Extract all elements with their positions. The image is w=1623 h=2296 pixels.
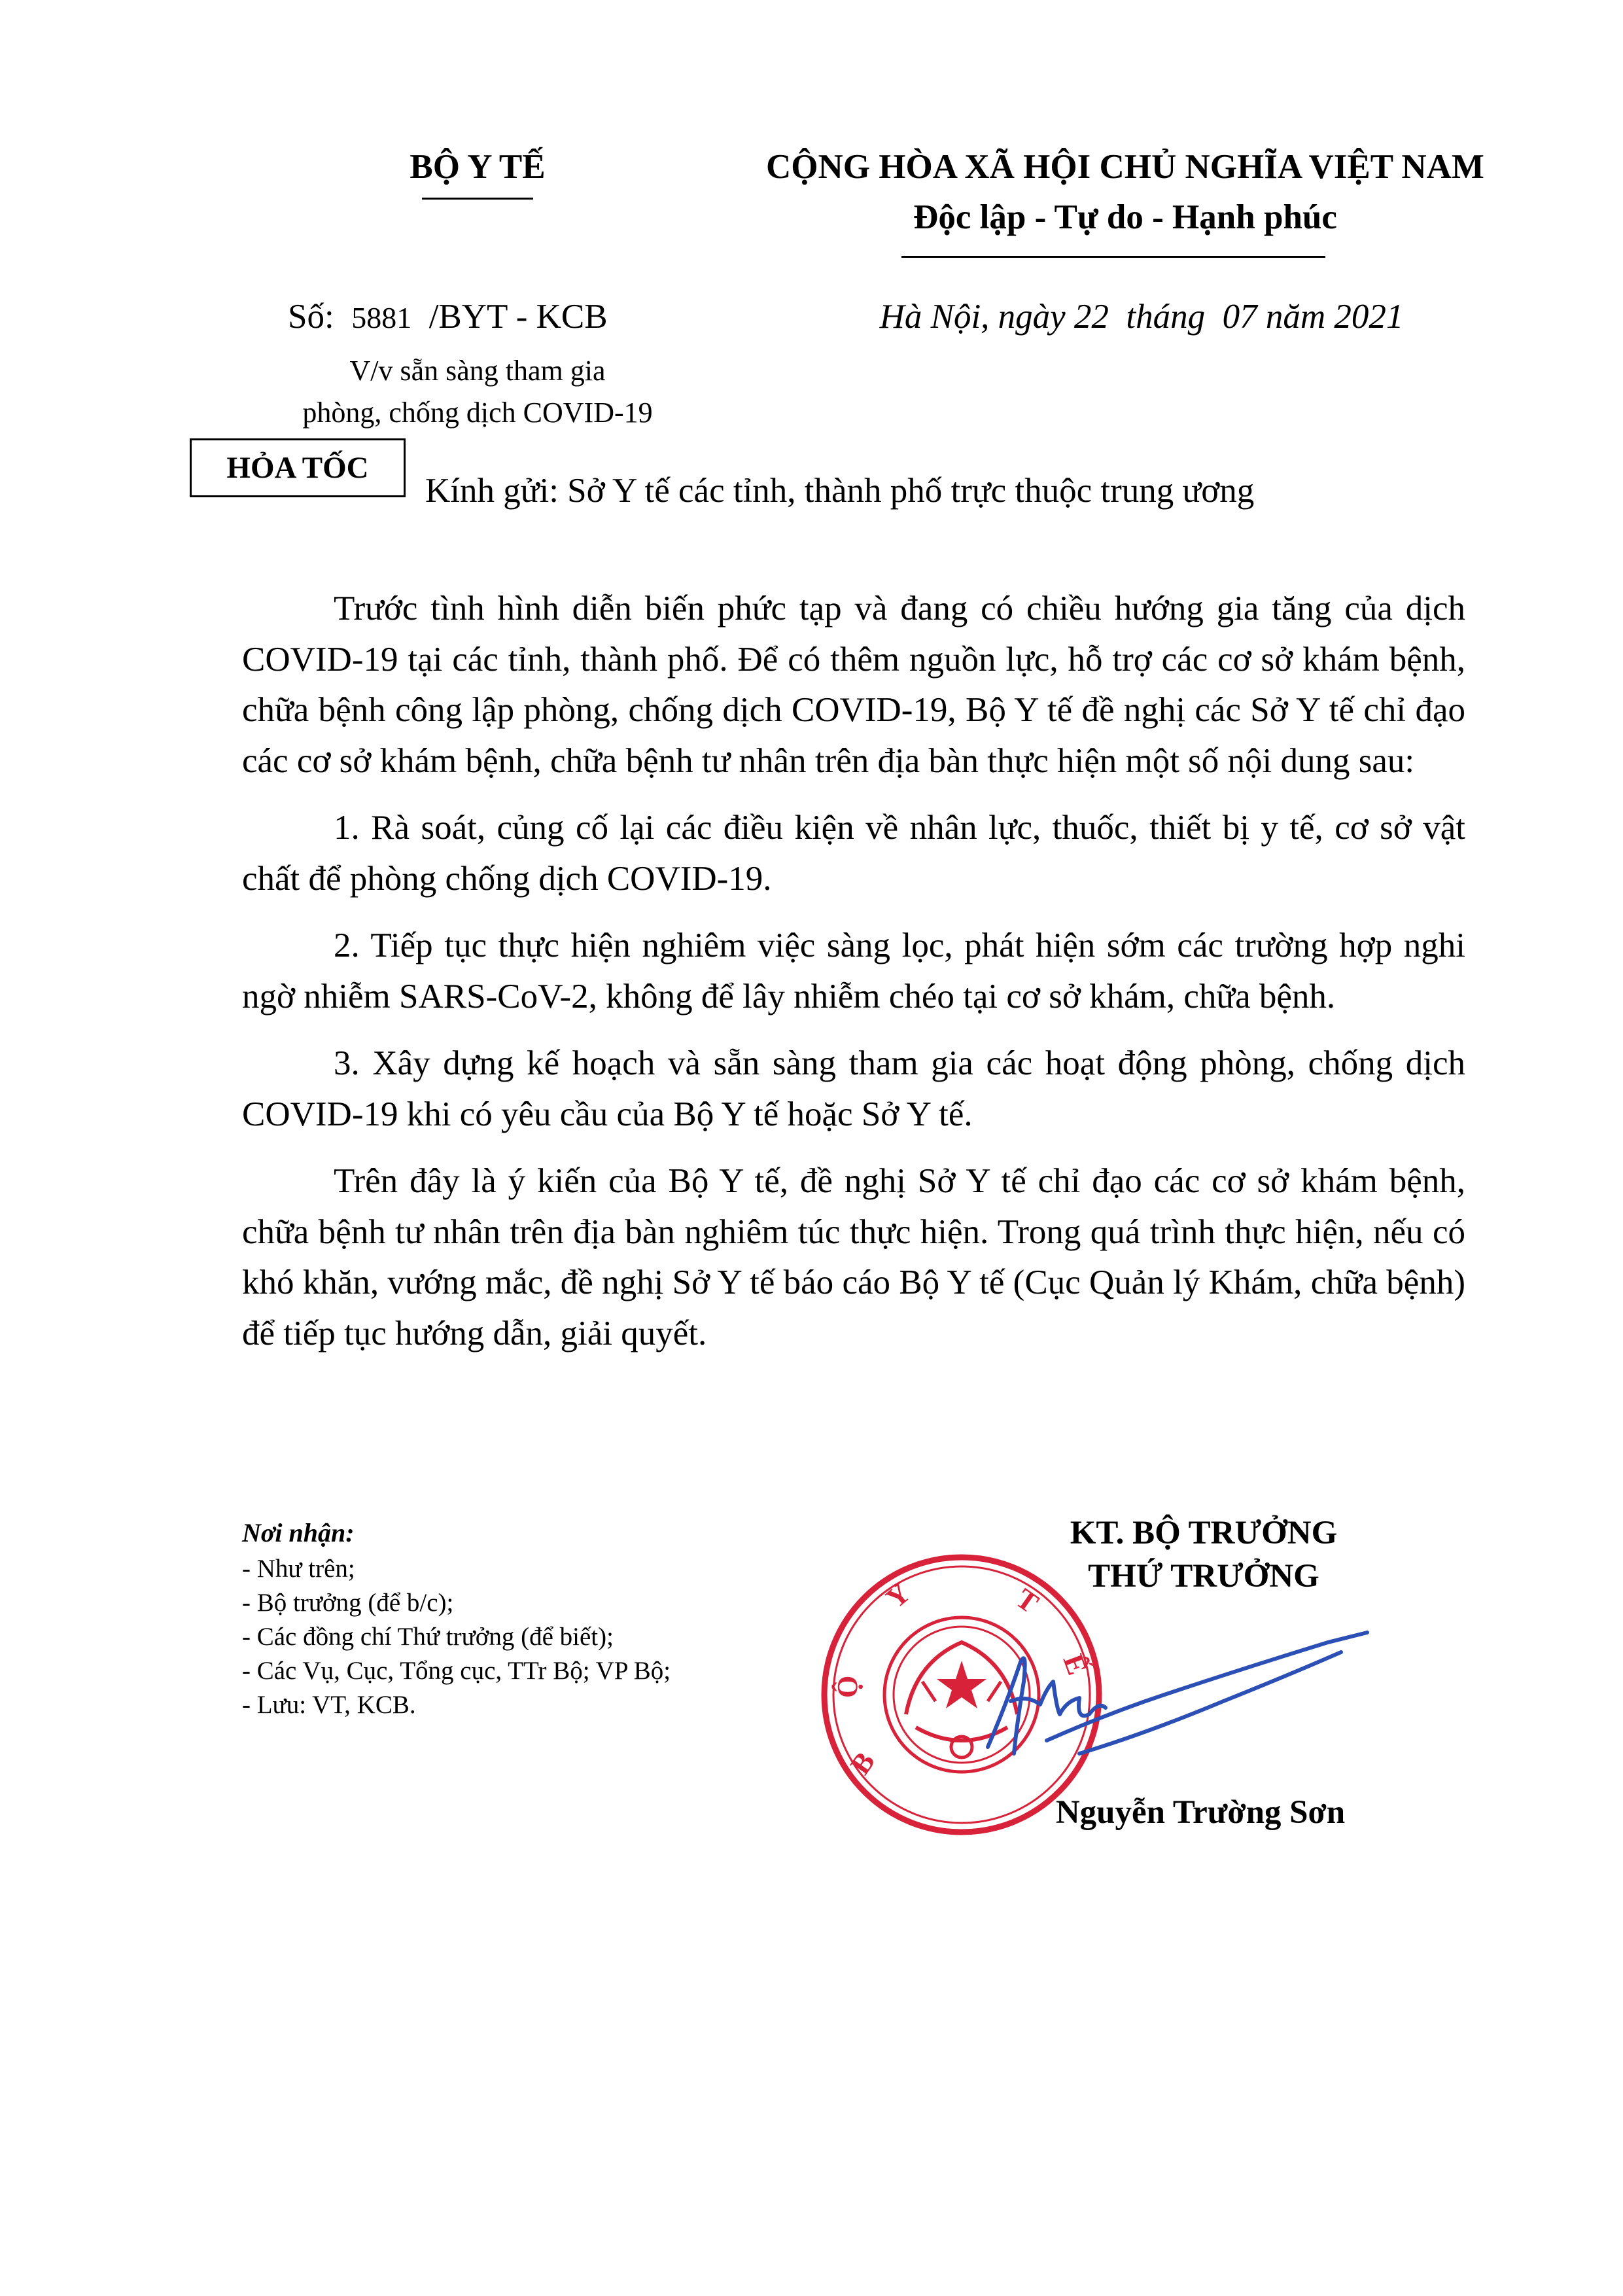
svg-text:Ế: Ế bbox=[1056, 1650, 1094, 1680]
document-subject bbox=[249, 350, 707, 434]
svg-text:Ộ: Ộ bbox=[831, 1675, 864, 1698]
intro-paragraph: Trước tình hình diễn biến phức tạp và đang có chiều hướng gia tăng của dịch COVID-19 tại các tỉnh, thành phố. Để có thêm nguồn lực, hỗ trợ các cơ sở khám bệnh, chữa bệnh công lập phòng, chống dịch COVID-19, Bộ Y tế đề nghị các Sở Y tế chỉ đạo các cơ sở khám bệnh, chữa bệnh tư nhân trên địa bàn thực hiện một số nội dung sau: bbox=[242, 590, 1465, 780]
list-item: - Lưu: VT, KCB. bbox=[242, 1691, 416, 1719]
svg-text:B: B bbox=[844, 1746, 882, 1780]
handwritten-signature bbox=[949, 1623, 1406, 1780]
item-paragraph: 2. Tiếp tục thực hiện nghiêm việc sàng lọc, phát hiện sớm các trường hợp nghi ngờ nhiễm SARS-CoV-2, không để lây nhiễm chéo tại cơ sở khám, chữa bệnh. bbox=[242, 927, 1465, 1016]
svg-text:T: T bbox=[1010, 1582, 1045, 1620]
list-item: - Bộ trưởng (để b/c); bbox=[242, 1589, 454, 1617]
list-item: - Các đồng chí Thứ trưởng (để biết); bbox=[242, 1623, 614, 1651]
urgent-stamp: HỎA TỐC bbox=[190, 438, 406, 497]
ministry-underline bbox=[422, 198, 533, 200]
item-paragraph: 1. Rà soát, củng cố lại các điều kiện về nhân lực, thuốc, thiết bị y tế, cơ sở vật chất để phòng chống dịch COVID-19. bbox=[242, 809, 1465, 898]
signature-title-line: KT. BỘ TRƯỞNG bbox=[1070, 1515, 1338, 1551]
closing-paragraph: Trên đây là ý kiến của Bộ Y tế, đề nghị Sở Y tế chỉ đạo các cơ sở khám bệnh, chữa bệnh tư nhân trên địa bàn nghiêm túc thực hiện. Trong quá trình thực hiện, nếu có khó khăn, vướng mắc, đề nghị Sở Y tế báo cáo Bộ Y tế (Cục Quản lý Khám, chữa bệnh) để tiếp tục hướng dẫn, giải quyết. bbox=[242, 1162, 1465, 1352]
number-suffix: /BYT - KCB bbox=[428, 298, 608, 336]
recipients-title: Nơi nhận: bbox=[242, 1518, 355, 1547]
subject-line: phòng, chống dịch COVID-19 bbox=[302, 397, 653, 429]
document-number bbox=[288, 296, 693, 339]
subject-line: V/v sẵn sàng tham gia bbox=[349, 355, 606, 387]
recipients-list bbox=[242, 1552, 831, 1722]
recipient-line: Kính gửi: Sở Y tế các tỉnh, thành phố trực thuộc trung ương bbox=[425, 472, 1255, 510]
signature-title-line: THỨ TRƯỞNG bbox=[1088, 1558, 1319, 1595]
number-prefix: Số: bbox=[288, 298, 334, 336]
ministry-name: BỘ Y TẾ bbox=[410, 148, 546, 186]
motto-underline bbox=[901, 256, 1325, 258]
svg-text:Y: Y bbox=[879, 1576, 916, 1615]
signer-name: Nguyễn Trường Sơn bbox=[1055, 1794, 1346, 1831]
list-item: - Các Vụ, Cục, Tổng cục, TTr Bộ; VP Bộ; bbox=[242, 1657, 671, 1685]
place-date: Hà Nội, ngày 22 tháng 07 năm 2021 bbox=[879, 298, 1404, 336]
signature-title bbox=[975, 1511, 1433, 1598]
national-title: CỘNG HÒA XÃ HỘI CHỦ NGHĨA VIỆT NAM bbox=[766, 148, 1484, 186]
document-body bbox=[242, 584, 1465, 1375]
number-value: 5881 bbox=[351, 301, 412, 334]
list-item: - Như trên; bbox=[242, 1555, 355, 1583]
national-motto: Độc lập - Tự do - Hạnh phúc bbox=[913, 198, 1337, 236]
item-paragraph: 3. Xây dựng kế hoạch và sẵn sàng tham gia các hoạt động phòng, chống dịch COVID-19 khi có yêu cầu của Bộ Y tế hoặc Sở Y tế. bbox=[242, 1044, 1465, 1133]
